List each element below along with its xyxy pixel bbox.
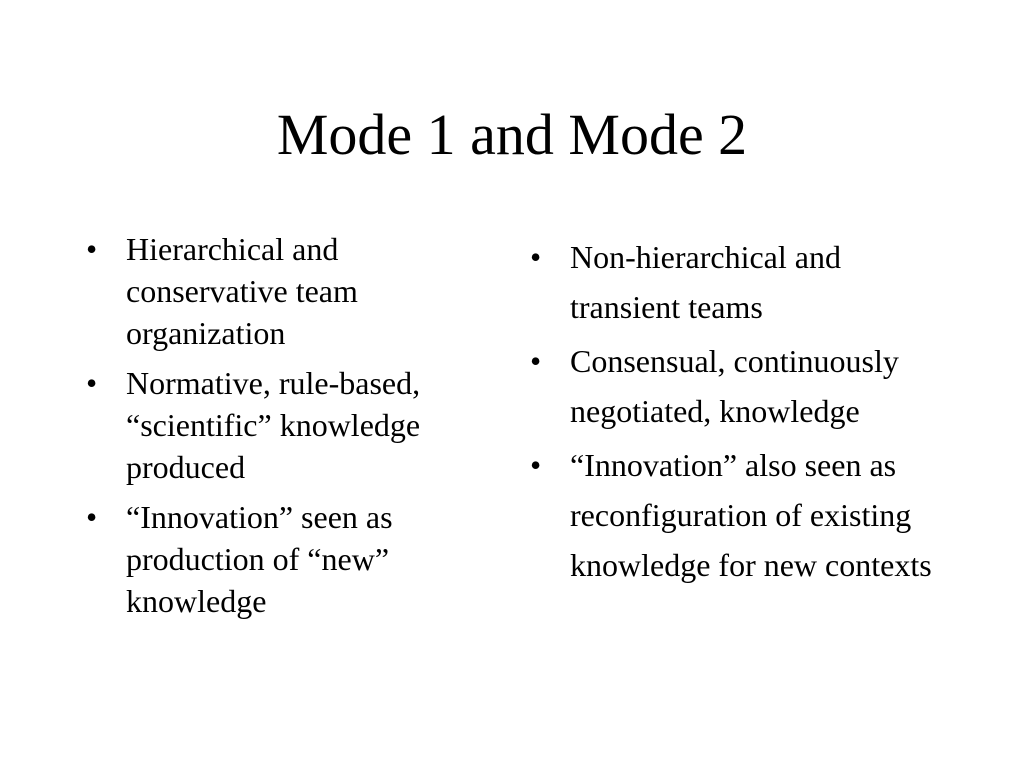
bullet-text: Non-hierarchical and transient teams [570, 239, 841, 325]
bullet-item [86, 228, 506, 354]
bullet-item [530, 232, 950, 332]
mode-1-bullet-list [86, 228, 506, 630]
bullet-icon: • [86, 499, 98, 535]
bullet-text: Normative, rule-based, “scientific” knowledge produced [126, 365, 421, 485]
bullet-icon: • [530, 447, 542, 483]
bullet-item [86, 496, 506, 622]
bullet-text: Hierarchical and conservative team organization [126, 231, 358, 351]
bullet-item [530, 440, 950, 590]
bullet-icon: • [86, 231, 98, 267]
bullet-icon: • [86, 365, 98, 401]
bullet-text: “Innovation” seen as production of “new” knowledge [126, 499, 393, 619]
bullet-item [530, 336, 950, 436]
bullet-text: “Innovation” also seen as reconfiguration of existing knowledge for new contexts [570, 447, 932, 583]
bullet-item [86, 362, 506, 488]
bullet-icon: • [530, 343, 542, 379]
bullet-icon: • [530, 239, 542, 275]
slide-title: Mode 1 and Mode 2 [276, 102, 748, 167]
bullet-text: Consensual, continuously negotiated, knowledge [570, 343, 899, 429]
mode-2-bullet-list [530, 232, 950, 594]
